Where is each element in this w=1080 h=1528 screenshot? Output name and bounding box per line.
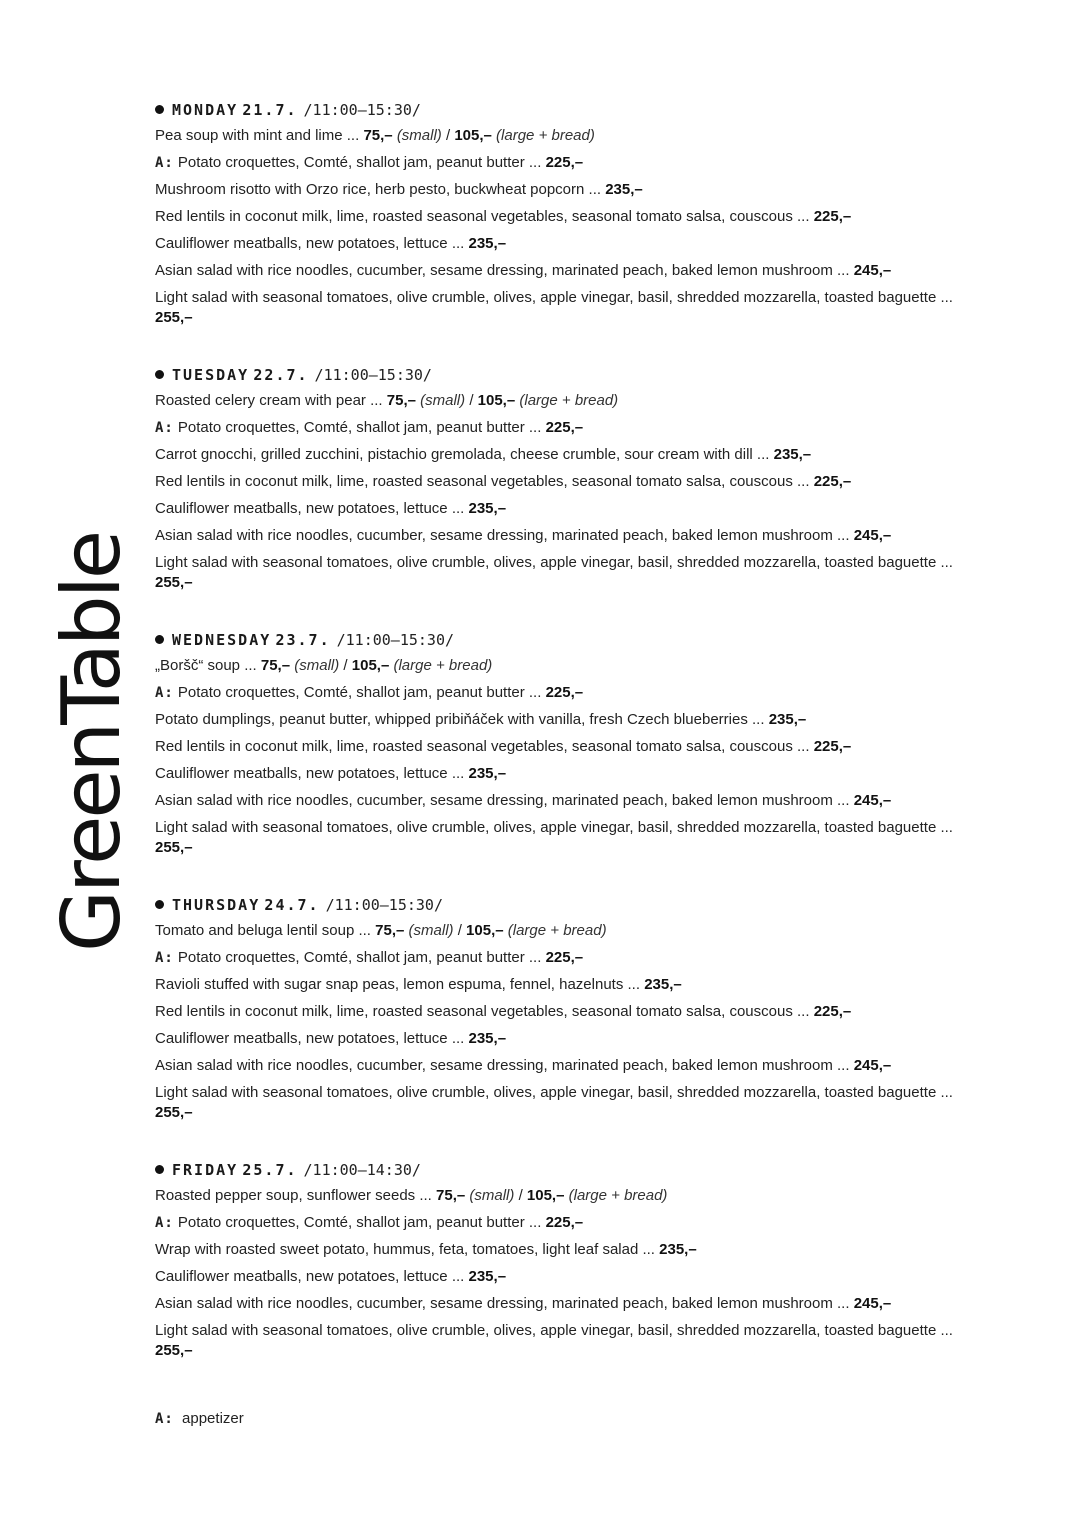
day-date: 25.7. — [242, 1161, 298, 1179]
brand-logo: GreenTable — [45, 532, 138, 952]
day-hours: /11:00–15:30/ — [314, 366, 432, 384]
menu-item — [155, 710, 975, 730]
menu-item-text: Light salad with seasonal tomatoes, olive crumble, olives, apple vinegar, basil, shredded mozzarella, toasted baguette ... — [155, 819, 953, 836]
soup-item — [155, 391, 975, 411]
menu-item — [155, 418, 975, 438]
menu-item — [155, 791, 975, 811]
menu-item-price: 255,– — [155, 574, 193, 591]
menu-item-price: 225,– — [545, 684, 584, 701]
soup-small-price: 75,– — [375, 922, 405, 939]
menu-item — [155, 948, 975, 968]
menu-item-price: 235,– — [468, 765, 507, 782]
soup-small-label: (small) — [408, 922, 454, 939]
soup-large-label: (large + bread) — [519, 392, 619, 409]
day-hours: /11:00–15:30/ — [325, 896, 443, 914]
day-date: 23.7. — [275, 631, 331, 649]
soup-small-price: 75,– — [260, 657, 291, 674]
soup-small-label: (small) — [469, 1187, 515, 1204]
menu-item-text: Asian salad with rice noodles, cucumber, sesame dressing, marinated peach, baked lemon mushroom ... — [155, 1295, 850, 1312]
menu-item-text: Cauliflower meatballs, new potatoes, lettuce ... — [155, 1030, 465, 1047]
menu-item-price: 225,– — [545, 1214, 584, 1231]
menu-item-text: Red lentils in coconut milk, lime, roasted seasonal vegetables, seasonal tomato salsa, couscous ... — [155, 473, 810, 490]
menu-item — [155, 288, 975, 328]
appetizer-tag: A: — [155, 155, 174, 171]
menu-item-price: 245,– — [853, 262, 892, 279]
soup-large-label: (large + bread) — [393, 657, 493, 674]
menu-item-text: Light salad with seasonal tomatoes, olive crumble, olives, apple vinegar, basil, shredded mozzarella, toasted baguette ... — [155, 289, 953, 306]
legend-tag: A: — [155, 1411, 174, 1427]
soup-large-price: 105,– — [477, 392, 516, 409]
day-name: TUESDAY — [172, 366, 250, 384]
menu-item-price: 245,– — [853, 1057, 892, 1074]
day-date: 21.7. — [242, 101, 298, 119]
menu-item — [155, 499, 975, 519]
menu-item-price: 235,– — [468, 235, 507, 252]
menu-item-text: Asian salad with rice noodles, cucumber, sesame dressing, marinated peach, baked lemon mushroom ... — [155, 792, 850, 809]
day-name: THURSDAY — [172, 896, 261, 914]
menu-item-price: 255,– — [155, 1342, 193, 1359]
menu-item-price: 235,– — [659, 1241, 697, 1258]
soup-large-price: 105,– — [351, 657, 390, 674]
day-section — [155, 630, 975, 858]
day-date: 22.7. — [253, 366, 309, 384]
menu-item-text: Carrot gnocchi, grilled zucchini, pistachio gremolada, cheese crumble, sour cream with dill ... — [155, 446, 770, 463]
soup-name: Tomato and beluga lentil soup ... — [155, 922, 371, 939]
menu-item — [155, 445, 975, 465]
soup-name: Roasted pepper soup, sunflower seeds ... — [155, 1187, 432, 1204]
soup-name: Roasted celery cream with pear ... — [155, 392, 383, 409]
menu-item — [155, 1056, 975, 1076]
day-name: WEDNESDAY — [172, 631, 272, 649]
menu-item-text: Cauliflower meatballs, new potatoes, lettuce ... — [155, 1268, 465, 1285]
appetizer-tag: A: — [155, 685, 174, 701]
menu-item-price: 255,– — [155, 309, 193, 326]
bullet-icon — [155, 1165, 164, 1174]
menu-item — [155, 975, 975, 995]
menu-item-price: 235,– — [773, 446, 812, 463]
day-section — [155, 100, 975, 328]
menu-item-text: Asian salad with rice noodles, cucumber, sesame dressing, marinated peach, baked lemon mushroom ... — [155, 527, 850, 544]
soup-separator: / — [469, 392, 474, 409]
soup-small-price: 75,– — [436, 1187, 466, 1204]
soup-large-label: (large + bread) — [568, 1187, 668, 1204]
soup-small-label: (small) — [420, 392, 466, 409]
menu-item-text: Light salad with seasonal tomatoes, olive crumble, olives, apple vinegar, basil, shredded mozzarella, toasted baguette ... — [155, 554, 953, 571]
menu-item — [155, 683, 975, 703]
day-hours: /11:00–14:30/ — [303, 1161, 421, 1179]
menu-item — [155, 1029, 975, 1049]
menu-item-price: 225,– — [813, 473, 852, 490]
day-section — [155, 895, 975, 1123]
menu-item-text: Cauliflower meatballs, new potatoes, lettuce ... — [155, 765, 465, 782]
menu-item-text: Potato croquettes, Comté, shallot jam, peanut butter ... — [177, 949, 542, 966]
menu-item — [155, 737, 975, 757]
menu-item — [155, 153, 975, 173]
soup-item — [155, 126, 975, 146]
menu-item-text: Light salad with seasonal tomatoes, olive crumble, olives, apple vinegar, basil, shredded mozzarella, toasted baguette ... — [155, 1322, 953, 1339]
menu-item-price: 255,– — [155, 1104, 193, 1121]
menu-item-price: 225,– — [813, 738, 852, 755]
menu-item-text: Cauliflower meatballs, new potatoes, lettuce ... — [155, 500, 465, 517]
menu-item-price: 225,– — [545, 949, 584, 966]
soup-separator: / — [457, 922, 462, 939]
menu-item — [155, 472, 975, 492]
menu-item-text: Potato croquettes, Comté, shallot jam, peanut butter ... — [177, 1214, 542, 1231]
soup-large-label: (large + bread) — [507, 922, 607, 939]
soup-large-label: (large + bread) — [496, 127, 595, 144]
bullet-icon — [155, 635, 164, 644]
menu-item-price: 225,– — [545, 419, 584, 436]
menu-item-text: Red lentils in coconut milk, lime, roasted seasonal vegetables, seasonal tomato salsa, couscous ... — [155, 208, 810, 225]
bullet-icon — [155, 370, 164, 379]
menu-item-text: Red lentils in coconut milk, lime, roasted seasonal vegetables, seasonal tomato salsa, couscous ... — [155, 738, 810, 755]
day-section — [155, 1160, 975, 1361]
day-header — [155, 100, 975, 120]
bullet-icon — [155, 105, 164, 114]
menu-item-price: 225,– — [545, 154, 584, 171]
day-hours: /11:00–15:30/ — [303, 101, 421, 119]
menu-item — [155, 1321, 975, 1361]
soup-item — [155, 1186, 975, 1206]
menu-item-text: Mushroom risotto with Orzo rice, herb pesto, buckwheat popcorn ... — [155, 181, 602, 198]
bullet-icon — [155, 900, 164, 909]
menu-item-price: 225,– — [813, 208, 852, 225]
appetizer-tag: A: — [155, 420, 174, 436]
menu-item — [155, 553, 975, 593]
menu-item-price: 245,– — [853, 1295, 892, 1312]
menu-item-text: Red lentils in coconut milk, lime, roasted seasonal vegetables, seasonal tomato salsa, couscous ... — [155, 1003, 810, 1020]
menu-item-text: Cauliflower meatballs, new potatoes, lettuce ... — [155, 235, 465, 252]
menu-item — [155, 818, 975, 858]
soup-small-label: (small) — [396, 127, 442, 144]
menu-item — [155, 261, 975, 281]
legend — [155, 1409, 244, 1429]
menu-item-price: 255,– — [155, 839, 193, 856]
soup-name: „Boršč“ soup ... — [155, 657, 257, 674]
menu-item-price: 245,– — [853, 527, 892, 544]
soup-small-price: 75,– — [363, 127, 393, 144]
soup-item — [155, 921, 975, 941]
menu-item-text: Potato croquettes, Comté, shallot jam, peanut butter ... — [177, 684, 542, 701]
menu-item-text: Wrap with roasted sweet potato, hummus, feta, tomatoes, light leaf salad ... — [155, 1241, 655, 1258]
soup-separator: / — [343, 657, 348, 674]
day-date: 24.7. — [264, 896, 320, 914]
soup-large-price: 105,– — [454, 127, 492, 144]
appetizer-tag: A: — [155, 950, 174, 966]
menu-item-text: Asian salad with rice noodles, cucumber, sesame dressing, marinated peach, baked lemon mushroom ... — [155, 262, 850, 279]
day-section — [155, 365, 975, 593]
menu-item-price: 235,– — [768, 711, 807, 728]
menu-item — [155, 526, 975, 546]
day-header — [155, 630, 975, 650]
appetizer-tag: A: — [155, 1215, 174, 1231]
weekly-menu — [155, 100, 975, 1398]
menu-item — [155, 180, 975, 200]
menu-item-text: Ravioli stuffed with sugar snap peas, lemon espuma, fennel, hazelnuts ... — [155, 976, 641, 993]
menu-item-text: Light salad with seasonal tomatoes, olive crumble, olives, apple vinegar, basil, shredded mozzarella, toasted baguette ... — [155, 1084, 953, 1101]
menu-item — [155, 234, 975, 254]
soup-large-price: 105,– — [466, 922, 504, 939]
menu-item-price: 245,– — [853, 792, 892, 809]
menu-item-price: 235,– — [468, 1030, 507, 1047]
menu-item-price: 235,– — [468, 500, 507, 517]
soup-small-price: 75,– — [386, 392, 416, 409]
menu-item — [155, 1002, 975, 1022]
day-header — [155, 365, 975, 385]
menu-item — [155, 1294, 975, 1314]
soup-name: Pea soup with mint and lime ... — [155, 127, 360, 144]
menu-item-price: 235,– — [605, 181, 643, 198]
soup-large-price: 105,– — [526, 1187, 565, 1204]
day-hours: /11:00–15:30/ — [336, 631, 455, 649]
menu-item-price: 235,– — [468, 1268, 507, 1285]
menu-item — [155, 764, 975, 784]
legend-text: appetizer — [182, 1410, 244, 1427]
menu-item-text: Potato dumplings, peanut butter, whipped pribiňáček with vanilla, fresh Czech blueberries ... — [155, 711, 765, 728]
menu-item-price: 225,– — [813, 1003, 852, 1020]
menu-item-text: Asian salad with rice noodles, cucumber, sesame dressing, marinated peach, baked lemon mushroom ... — [155, 1057, 850, 1074]
day-name: MONDAY — [172, 101, 239, 119]
menu-item — [155, 1213, 975, 1233]
menu-item — [155, 1083, 975, 1123]
soup-separator: / — [445, 127, 451, 144]
menu-item — [155, 207, 975, 227]
soup-item — [155, 656, 975, 676]
menu-item — [155, 1240, 975, 1260]
menu-item-text: Potato croquettes, Comté, shallot jam, peanut butter ... — [177, 419, 542, 436]
day-header — [155, 1160, 975, 1180]
day-name: FRIDAY — [172, 1161, 239, 1179]
menu-item — [155, 1267, 975, 1287]
day-header — [155, 895, 975, 915]
soup-small-label: (small) — [294, 657, 340, 674]
soup-separator: / — [518, 1187, 523, 1204]
menu-item-price: 235,– — [644, 976, 682, 993]
menu-item-text: Potato croquettes, Comté, shallot jam, peanut butter ... — [177, 154, 542, 171]
